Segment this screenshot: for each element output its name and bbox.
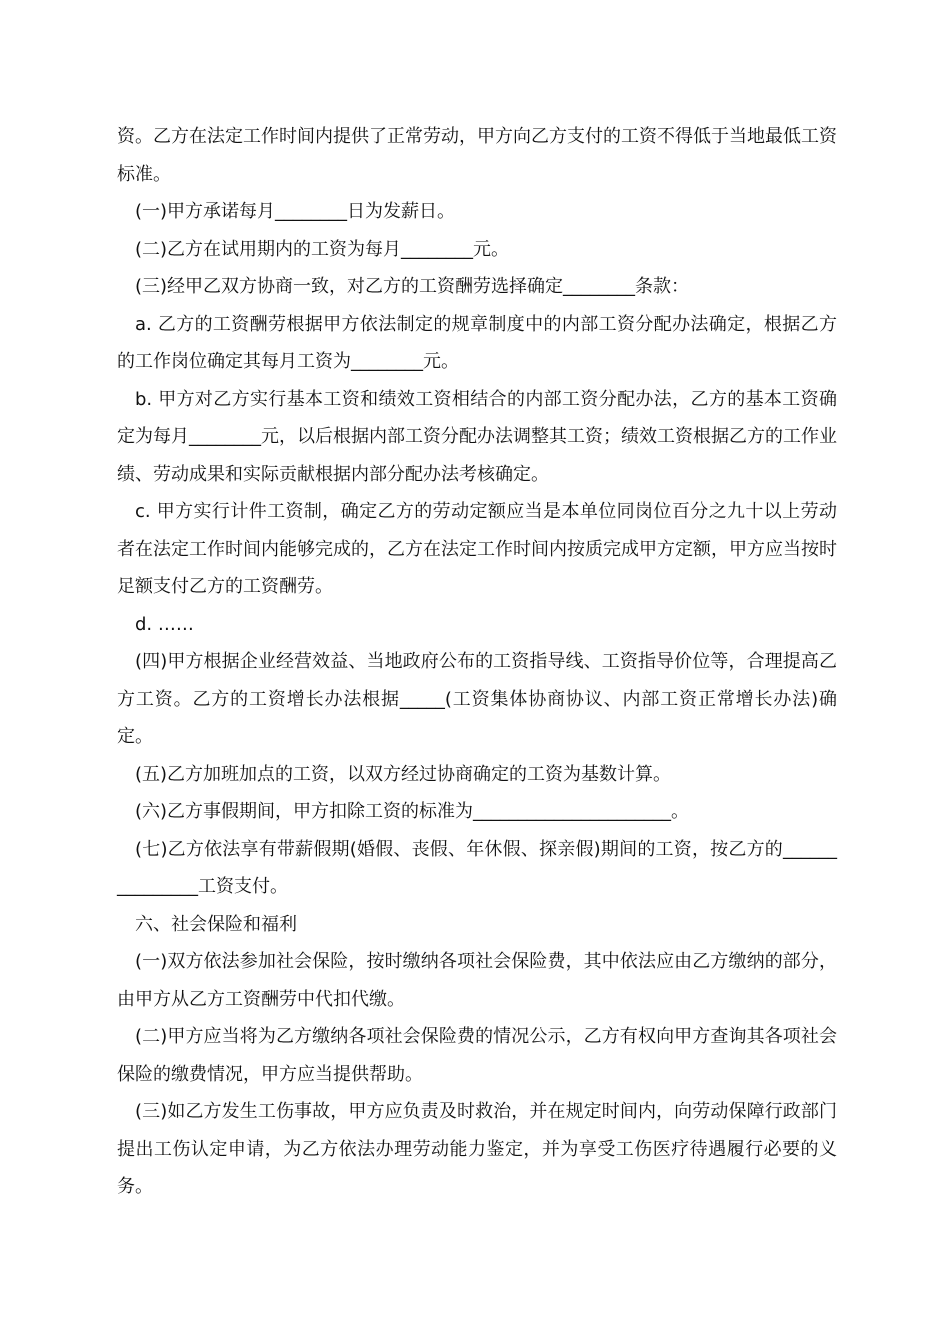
paragraph-payday: (一)甲方承诺每月________日为发薪日。 — [135, 201, 456, 222]
paragraph-option-a: a. 乙方的工资酬劳根据甲方依法制定的规章制度中的内部工资分配办法确定，根据乙方的工作岗位确定其每月工资为________元。 — [117, 313, 837, 372]
paragraph-insurance-disclosure: (二)甲方应当将为乙方缴纳各项社会保险费的情况公示，乙方有权向甲方查询其各项社会保险的缴费情况，甲方应当提供帮助。 — [117, 1026, 837, 1085]
paragraph-wage-increase: (四)甲方根据企业经营效益、当地政府公布的工资指导线、工资指导价位等，合理提高乙方工资。乙方的工资增长办法根据_____(工资集体协商协议、内部工资正常增长办法)确定。 — [117, 651, 837, 747]
section-heading-social-insurance: 六、社会保险和福利 — [135, 913, 297, 935]
paragraph-option-d: d. …… — [135, 613, 194, 635]
paragraph-personal-leave: (六)乙方事假期间，甲方扣除工资的标准为______________________。 — [135, 801, 690, 822]
paragraph-wage-standard: 资。乙方在法定工作时间内提供了正常劳动，甲方向乙方支付的工资不得低于当地最低工资标准。 — [117, 126, 837, 185]
paragraph-wage-option: (三)经甲乙双方协商一致，对乙方的工资酬劳选择确定________条款： — [135, 276, 690, 297]
paragraph-probation-wage: (二)乙方在试用期内的工资为每月________元。 — [135, 238, 510, 260]
paragraph-paid-leave: (七)乙方依法享有带薪假期(婚假、丧假、年休假、探亲假)期间的工资，按乙方的_______________工资支付。 — [117, 838, 837, 897]
paragraph-option-b: b. 甲方对乙方实行基本工资和绩效工资相结合的内部工资分配办法，乙方的基本工资确定为每月________元，以后根据内部工资分配办法调整其工资；绩效工资根据乙方的工作业绩、劳动成果和实际贡献根据内部分配办法考核确定。 — [117, 388, 837, 485]
paragraph-insurance-payment: (一)双方依法参加社会保险，按时缴纳各项社会保险费，其中依法应由乙方缴纳的部分，由甲方从乙方工资酬劳中代扣代缴。 — [117, 951, 837, 1010]
paragraph-overtime: (五)乙方加班加点的工资，以双方经过协商确定的工资为基数计算。 — [135, 763, 672, 785]
paragraph-option-c: c. 甲方实行计件工资制，确定乙方的劳动定额应当是本单位同岗位百分之九十以上劳动者在法定工作时间内能够完成的，乙方在法定工作时间内按质完成甲方定额，甲方应当按时足额支付乙方的工资酬劳。 — [117, 501, 837, 597]
paragraph-work-injury: (三)如乙方发生工伤事故，甲方应负责及时救治，并在规定时间内，向劳动保障行政部门提出工伤认定申请，为乙方依法办理劳动能力鉴定，并为享受工伤医疗待遇履行必要的义务。 — [117, 1101, 837, 1197]
document-page — [117, 118, 837, 1206]
